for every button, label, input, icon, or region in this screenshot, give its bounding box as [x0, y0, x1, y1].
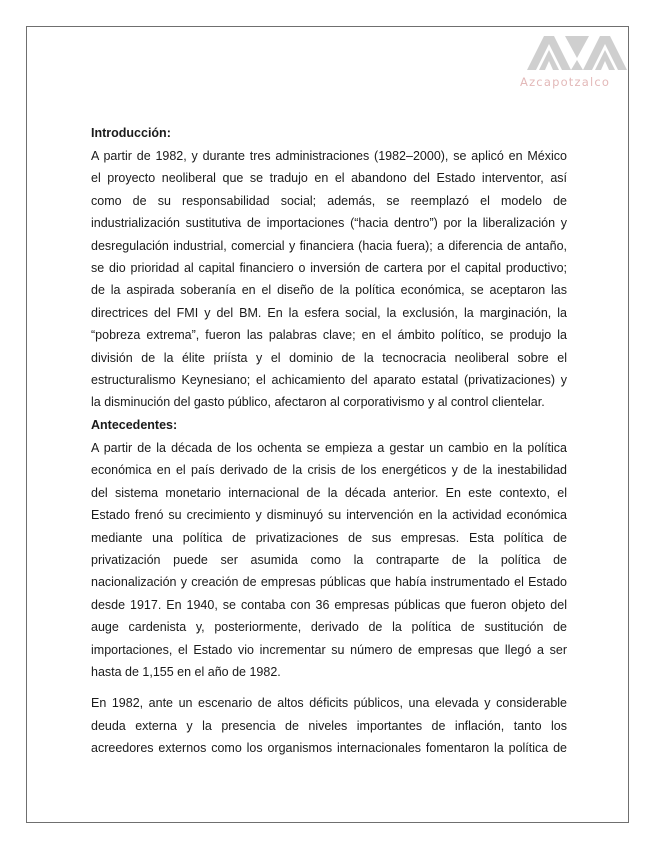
text-line: importaciones, el Estado vio incrementar su número de empresas que llegó a ser: [91, 642, 567, 657]
text-line: “pobreza extrema”, fueron las palabras clave; en el ámbito político, se produjo la: [91, 328, 567, 343]
text-line: acreedores externos como los organismos internacionales fomentaron la política de: [91, 741, 567, 756]
text-line: nacionalización y creación de empresas públicas que había instrumentado el Estado: [91, 575, 567, 590]
text-line: de la aspirada soberanía en el diseño de la política económica, se aceptaron las: [91, 283, 567, 298]
text-line: A partir de la década de los ochenta se empieza a gestar un cambio en la política: [91, 440, 567, 455]
text-line: deuda externa y la presencia de niveles importantes de inflación, tanto los: [91, 718, 567, 733]
text-line: estructuralismo Keynesiano; el achicamiento del aparato estatal (privatizaciones) y: [91, 373, 567, 388]
text-line: privatización puede ser asumida como la contraparte de la política de: [91, 552, 567, 567]
text-line: desde 1917. En 1940, se contaba con 36 empresas públicas que fueron objeto del: [91, 597, 567, 612]
text-line: como de su responsabilidad social; además, se reemplazó el modelo de: [91, 193, 567, 208]
section-heading-introduccion: Introducción:: [91, 126, 171, 140]
document-body: [91, 123, 567, 760]
text-line: directrices del FMI y del BM. En la esfera social, la exclusión, la marginación, la: [91, 305, 567, 320]
text-line: industrialización sustitutiva de importaciones (“hacia dentro”) por la liberalización y: [91, 216, 567, 231]
text-line: del sistema monetario internacional de la década anterior. En este contexto, el: [91, 485, 567, 500]
text-line: desregulación industrial, comercial y financiera (hacia fuera); a diferencia de antaño,: [91, 238, 567, 253]
uam-logo-icon: [527, 36, 627, 70]
text-line: la disminución del gasto público, afectaron al corporativismo y al control clientelar.: [91, 395, 545, 410]
paragraph: [91, 692, 567, 759]
text-line: división de la élite priísta y el dominio de la tecnocracia neoliberal sobre el: [91, 350, 567, 365]
text-line: se dio prioridad al capital financiero o inversión de cartera por el capital productivo;: [91, 261, 567, 276]
logo-text: Azcapotzalco: [520, 75, 611, 89]
section-heading-antecedentes: Antecedentes:: [91, 417, 178, 432]
text-line: En 1982, ante un escenario de altos déficits públicos, una elevada y considerable: [91, 696, 567, 711]
text-line: Estado frenó su crecimiento y disminuyó su intervención en la actividad económica: [91, 508, 567, 523]
paragraph: [91, 145, 567, 414]
text-line: mediante una política de privatizaciones de sus empresas. Esta política de: [91, 530, 567, 545]
text-line: A partir de 1982, y durante tres administraciones (1982–2000), se aplicó en México: [91, 149, 567, 163]
paragraph: [91, 437, 567, 683]
text-line: auge cardenista y, posteriormente, derivado de la política de sustitución de: [91, 620, 567, 635]
institution-logo: [520, 36, 632, 92]
text-line: el proyecto neoliberal que se tradujo en el abandono del Estado interventor, así: [91, 171, 567, 186]
text-line: económica en el país derivado de la crisis de los energéticos y de la inestabilidad: [91, 463, 567, 478]
text-line: hasta de 1,155 en el año de 1982.: [91, 664, 281, 679]
